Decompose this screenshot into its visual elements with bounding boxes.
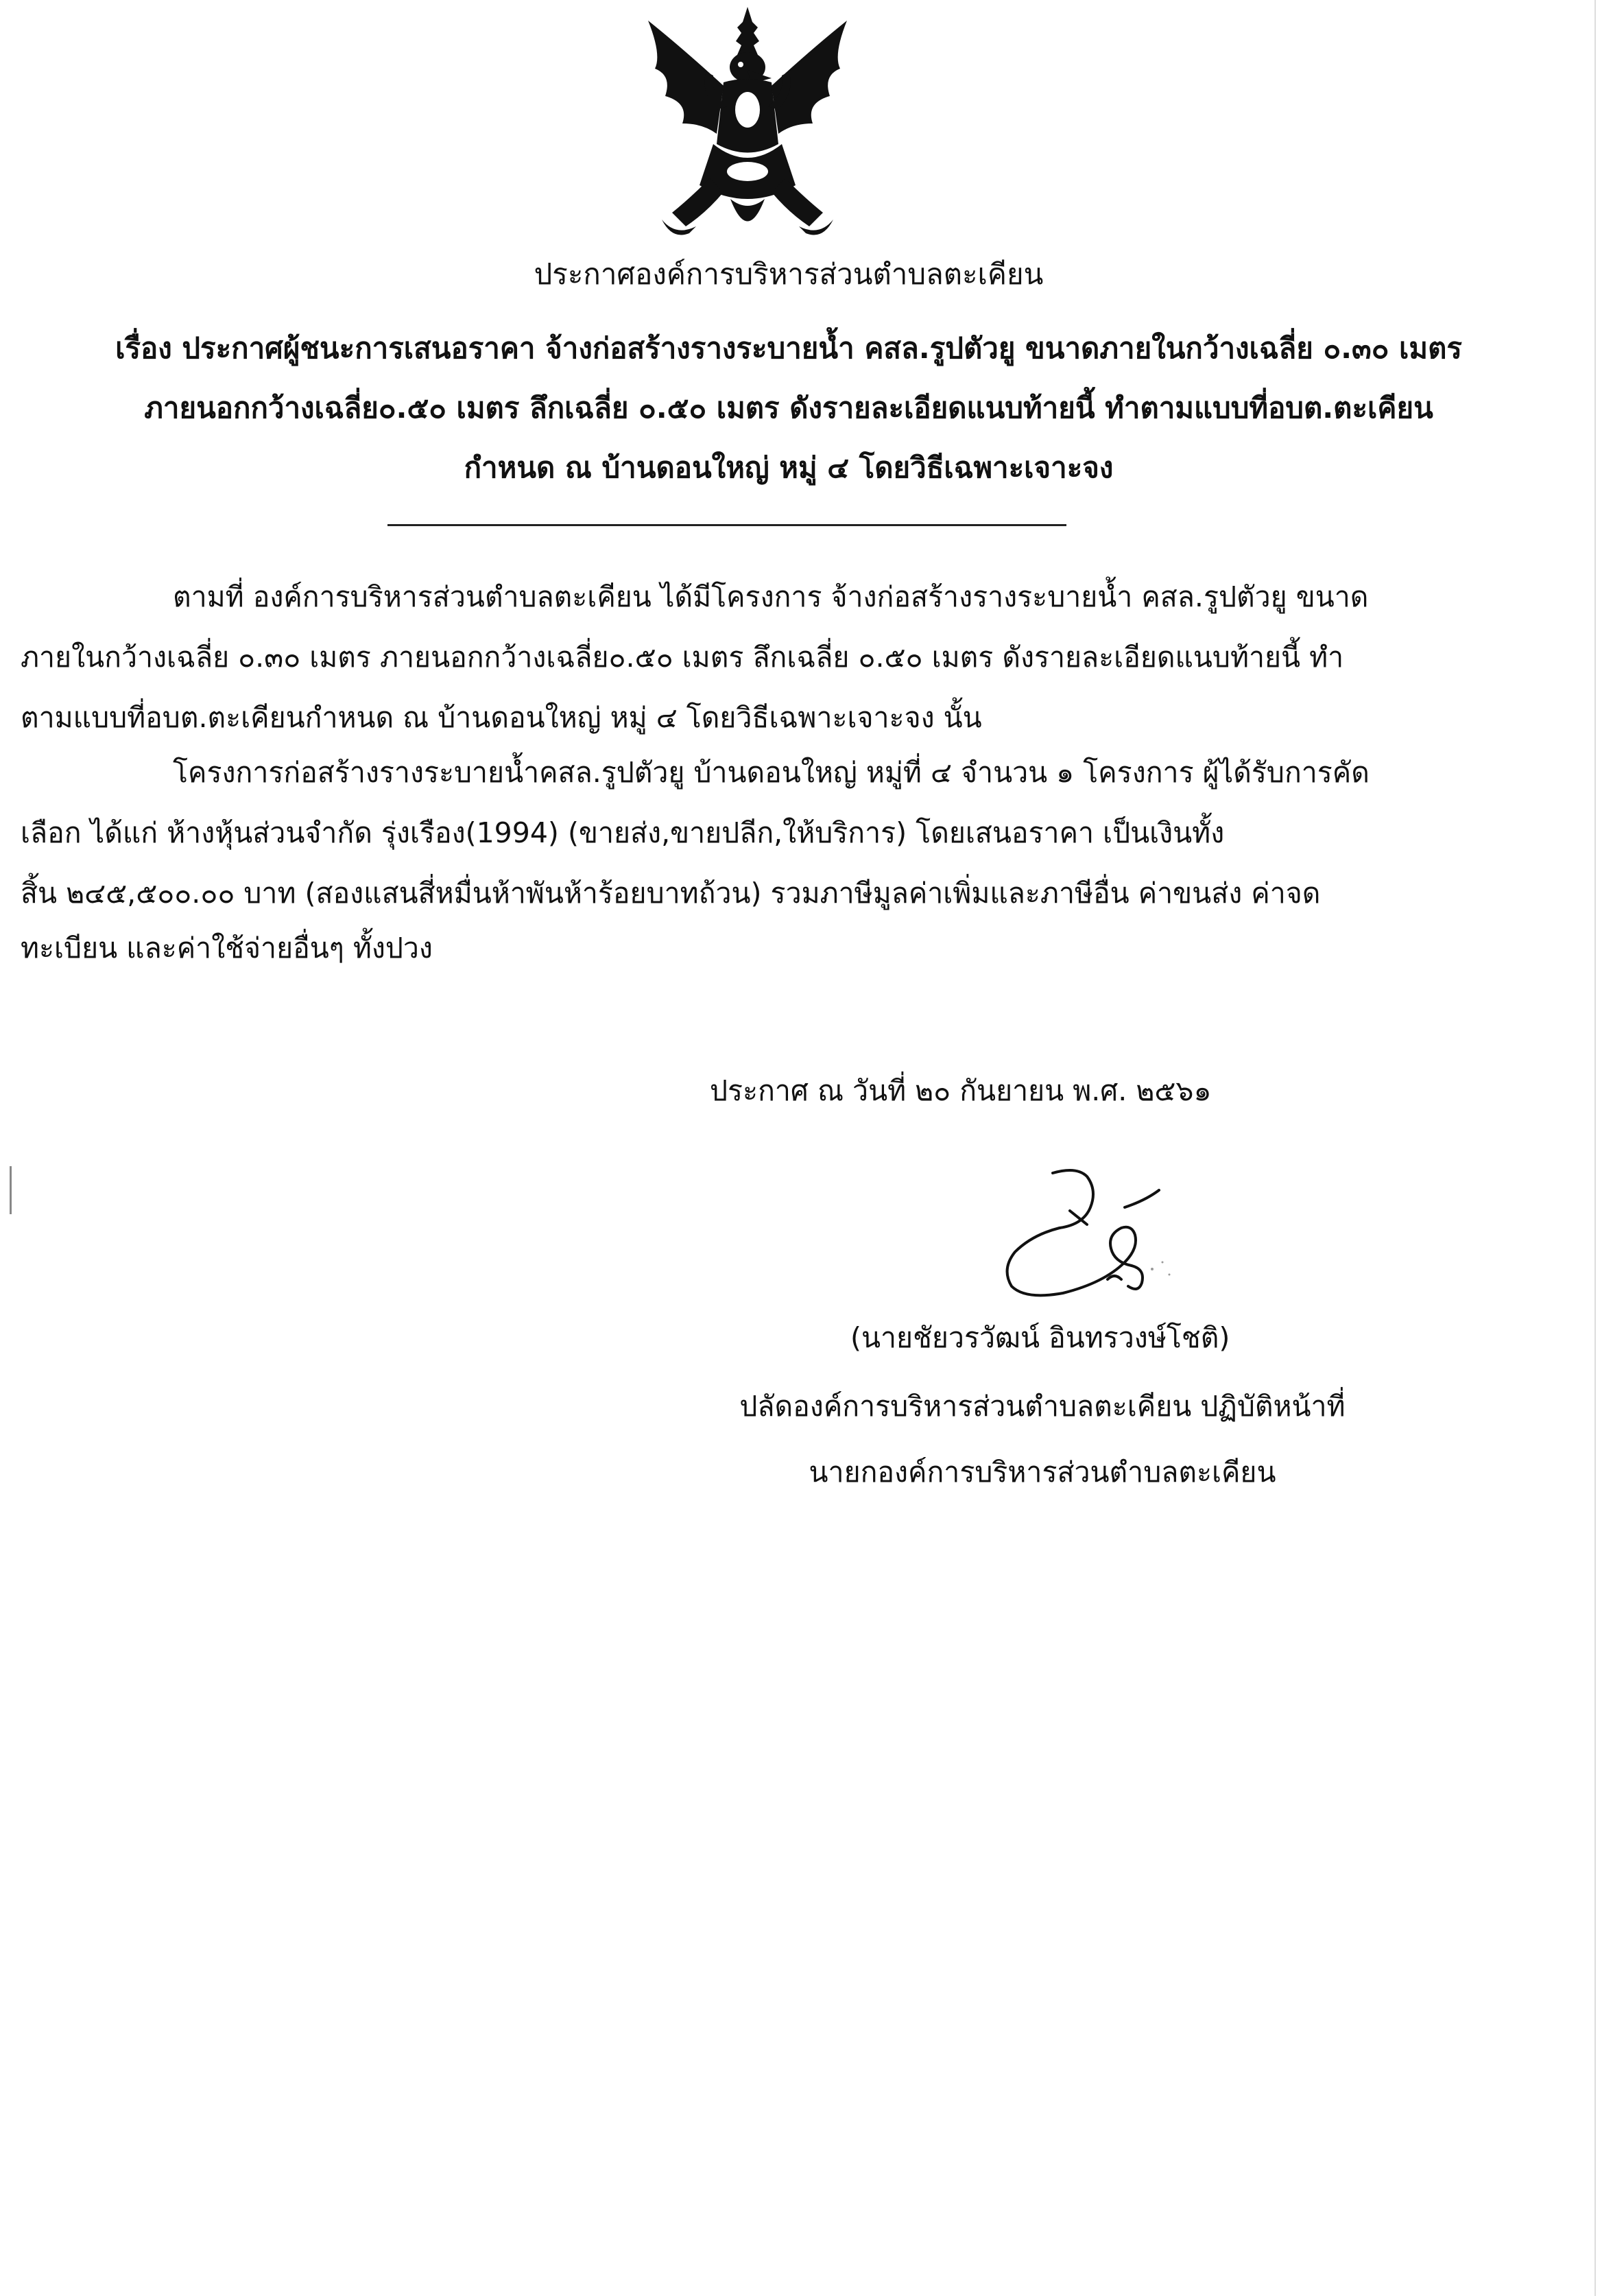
- scan-edge: [1594, 0, 1596, 2296]
- paragraph-1-line-1: ตามที่ องค์การบริหารส่วนตำบลตะเคียน ได้มีโครงการ จ้างก่อสร้างรางระบายน้ำ คสล.รูปตัวยู ขนาด: [173, 580, 1369, 613]
- paragraph-1-line-3: ตามแบบที่อบต.ตะเคียนกำหนด ณ บ้านดอนใหญ่ หมู่ ๔ โดยวิธีเฉพาะเจาะจง นั้น: [21, 701, 982, 734]
- paragraph-2-line-3: สิ้น ๒๔๕,๕๐๐.๐๐ บาท (สองแสนสี่หมื่นห้าพันห้าร้อยบาทถ้วน) รวมภาษีมูลค่าเพิ่มและภาษีอื่น ค่าขนส่ง ค่าจด: [21, 877, 1321, 910]
- subject-line-2: ภายนอกกว้างเฉลี่ย๐.๕๐ เมตร ลึกเฉลี่ย ๐.๕๐ เมตร ดังรายละเอียดแนบท้ายนี้ ทำตามแบบที่อบต.ตะเคียน: [144, 391, 1433, 425]
- announcement-title: ประกาศองค์การบริหารส่วนตำบลตะเคียน: [534, 257, 1044, 291]
- signatory-name: (นายชัยวรวัฒน์ อินทรวงษ์โชติ): [850, 1321, 1230, 1354]
- paragraph-1-line-2: ภายในกว้างเฉลี่ย ๐.๓๐ เมตร ภายนอกกว้างเฉลี่ย๐.๕๐ เมตร ลึกเฉลี่ย ๐.๕๐ เมตร ดังรายละเอียดแนบท้ายนี้ ทำ: [21, 641, 1344, 674]
- paragraph-2-line-2: เลือก ได้แก่ ห้างหุ้นส่วนจำกัด รุ่งเรือง(1994) (ขายส่ง,ขายปลีก,ให้บริการ) โดยเสนอราคา เป็นเงินทั้ง: [21, 816, 1225, 849]
- paragraph-2-line-4: ทะเบียน และค่าใช้จ่ายอื่นๆ ทั้งปวง: [21, 932, 433, 964]
- paragraph-2-line-1: โครงการก่อสร้างรางระบายน้ำคสล.รูปตัวยู บ้านดอนใหญ่ หมู่ที่ ๔ จำนวน ๑ โครงการ ผู้ได้รับการคัด: [173, 756, 1370, 789]
- scan-artifact: [10, 1166, 12, 1214]
- subject-line-3: กำหนด ณ บ้านดอนใหญ่ หมู่ ๔ โดยวิธีเฉพาะเจาะจง: [464, 451, 1114, 484]
- garuda-emblem-icon: [634, 7, 861, 244]
- heading-divider: [387, 524, 1066, 526]
- signatory-position-line-2: นายกองค์การบริหารส่วนตำบลตะเคียน: [809, 1456, 1276, 1489]
- announcement-date: ประกาศ ณ วันที่ ๒๐ กันยายน พ.ศ. ๒๕๖๑: [710, 1074, 1212, 1107]
- signatory-position-line-1: ปลัดองค์การบริหารส่วนตำบลตะเคียน ปฏิบัติหน้าที่: [739, 1390, 1346, 1423]
- signature-scribble: [967, 1159, 1186, 1324]
- subject-line-1: เรื่อง ประกาศผู้ชนะการเสนอราคา จ้างก่อสร้างรางระบายน้ำ คสล.รูปตัวยู ขนาดภายในกว้างเฉลี่ย ๐.๓๐ เมตร: [115, 331, 1462, 365]
